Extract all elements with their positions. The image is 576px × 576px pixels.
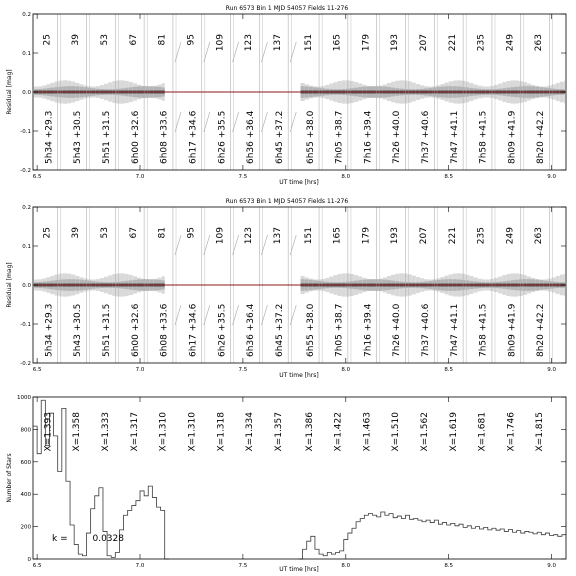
airmass-label-1: X=1.358 <box>72 412 83 452</box>
p2-coord-label-1: 5h43 +30.5 <box>73 303 84 357</box>
panel-2-title: Run 6573 Bin 1 MJD 54057 Fields 11-276 <box>225 198 349 205</box>
p1-field-label-7: 123 <box>244 34 255 52</box>
p2-coord-label-10: 7h05 +38.7 <box>334 303 345 357</box>
airmass-label-8: X=1.357 <box>273 412 284 452</box>
p1-ytick-label-1: -0.1 <box>20 129 31 135</box>
p3-ytick-label-2: 400 <box>20 492 31 499</box>
p1-coord-label-15: 7h58 +41.5 <box>478 110 489 164</box>
p1-field-label-15: 235 <box>476 34 487 52</box>
p1-ytick-label-3: 0.1 <box>22 51 31 57</box>
panel-1-ylabel: Residual [mag] <box>6 69 13 115</box>
p1-coord-label-12: 7h26 +40.0 <box>392 110 403 164</box>
p2-field-label-13: 207 <box>419 227 430 245</box>
p1-field-label-1: 39 <box>71 34 82 46</box>
p3-ytick-label-0: 0 <box>27 557 31 563</box>
p1-field-label-3: 67 <box>128 34 139 46</box>
airmass-label-3: X=1.317 <box>129 412 140 452</box>
p1-ytick-label-0: -0.2 <box>20 168 31 174</box>
p1-field-label-13: 207 <box>419 34 430 52</box>
p2-field-label-15: 235 <box>476 227 487 245</box>
p2-coord-label-6: 6h26 +35.5 <box>217 303 228 357</box>
p2-xtick-label-4: 8.5 <box>444 367 454 373</box>
airmass-label-9: X=1.386 <box>304 412 315 452</box>
p1-field-label-0: 25 <box>42 34 53 46</box>
p1-xtick-label-4: 8.5 <box>444 174 454 180</box>
p2-field-label-16: 249 <box>505 227 516 245</box>
airmass-label-13: X=1.562 <box>420 412 431 452</box>
airmass-label-2: X=1.333 <box>101 412 112 452</box>
airmass-label-11: X=1.463 <box>362 412 373 452</box>
p2-ytick-label-1: -0.1 <box>20 322 31 328</box>
p2-field-label-4: 81 <box>157 227 168 239</box>
k-value-label <box>52 534 124 544</box>
p1-field-label-16: 249 <box>505 34 516 52</box>
panel-2-xlabel: UT time [hrs] <box>279 372 319 379</box>
histogram-panel <box>6 395 566 573</box>
p2-field-label-3: 67 <box>128 227 139 239</box>
p2-coord-label-11: 7h16 +39.4 <box>363 303 374 357</box>
p2-xtick-label-3: 8.0 <box>341 367 351 373</box>
p2-coord-label-5: 6h17 +34.6 <box>188 303 199 357</box>
p3-ytick-label-3: 600 <box>20 459 31 466</box>
p2-field-label-12: 193 <box>390 227 401 245</box>
p2-field-label-9: 151 <box>303 227 314 245</box>
residual-panel-1 <box>6 5 566 186</box>
airmass-label-5: X=1.310 <box>187 412 198 452</box>
p1-coord-label-11: 7h16 +39.4 <box>363 110 374 164</box>
p1-ytick-label-4: 0.2 <box>22 12 31 18</box>
airmass-label-7: X=1.334 <box>245 412 256 452</box>
p1-coord-label-13: 7h37 +40.6 <box>421 110 432 164</box>
p2-xtick-label-5: 9.0 <box>547 367 556 373</box>
p3-xtick-label-4: 8.5 <box>444 563 454 569</box>
p2-field-label-8: 137 <box>272 227 283 245</box>
p1-xtick-label-0: 6.5 <box>32 174 42 180</box>
p1-field-label-11: 179 <box>361 34 372 52</box>
k-value: 0.0328 <box>92 534 124 544</box>
p2-field-label-2: 53 <box>100 227 111 239</box>
airmass-label-16: X=1.746 <box>506 412 517 452</box>
p2-xtick-label-1: 7.0 <box>135 367 145 373</box>
p1-coord-label-0: 5h34 +29.3 <box>44 110 55 164</box>
p2-field-label-7: 123 <box>244 227 255 245</box>
p1-coord-label-8: 6h45 +37.2 <box>274 110 285 164</box>
airmass-label-6: X=1.318 <box>216 412 227 452</box>
k-prefix: k = <box>52 534 71 544</box>
p1-field-label-12: 193 <box>390 34 401 52</box>
p3-xtick-label-2: 7.5 <box>238 563 248 569</box>
p2-coord-label-8: 6h45 +37.2 <box>274 303 285 357</box>
p2-coord-label-12: 7h26 +40.0 <box>392 303 403 357</box>
p1-xtick-label-3: 8.0 <box>341 174 351 180</box>
p2-coord-label-7: 6h36 +36.4 <box>246 303 257 357</box>
p1-coord-label-3: 6h00 +32.6 <box>130 110 141 164</box>
p1-field-label-10: 165 <box>332 34 343 52</box>
airmass-label-4: X=1.310 <box>158 412 169 452</box>
p3-xtick-label-5: 9.0 <box>547 563 556 569</box>
p1-field-label-17: 263 <box>534 34 545 52</box>
residual-panel-2 <box>6 198 566 379</box>
p2-field-label-6: 109 <box>215 227 226 245</box>
p2-coord-label-9: 6h55 +38.0 <box>305 303 316 357</box>
p2-coord-label-16: 8h09 +41.9 <box>507 303 518 357</box>
airmass-label-17: X=1.815 <box>535 412 546 452</box>
p1-field-label-4: 81 <box>157 34 168 46</box>
p1-field-label-5: 95 <box>186 34 197 46</box>
p2-coord-label-15: 7h58 +41.5 <box>478 303 489 357</box>
airmass-label-14: X=1.619 <box>448 412 459 452</box>
p2-field-label-0: 25 <box>42 227 53 239</box>
airmass-label-12: X=1.510 <box>391 412 402 452</box>
p3-ytick-label-5: 1000 <box>17 395 31 401</box>
p1-field-label-9: 151 <box>303 34 314 52</box>
p1-coord-label-6: 6h26 +35.5 <box>217 110 228 164</box>
p2-coord-label-4: 6h08 +33.6 <box>159 303 170 357</box>
p2-xtick-label-2: 7.5 <box>238 367 248 373</box>
p1-coord-label-1: 5h43 +30.5 <box>73 110 84 164</box>
panel-3-xlabel: UT time [hrs] <box>279 566 319 573</box>
p2-field-label-1: 39 <box>71 227 82 239</box>
p1-coord-label-9: 6h55 +38.0 <box>305 110 316 164</box>
p2-ytick-label-3: 0.1 <box>22 244 31 250</box>
p2-coord-label-17: 8h20 +42.2 <box>536 303 547 357</box>
p2-coord-label-2: 5h51 +31.5 <box>102 303 113 357</box>
p1-field-label-2: 53 <box>100 34 111 46</box>
p2-field-label-17: 263 <box>534 227 545 245</box>
p2-coord-label-3: 6h00 +32.6 <box>130 303 141 357</box>
p1-coord-label-2: 5h51 +31.5 <box>102 110 113 164</box>
p1-coord-label-5: 6h17 +34.6 <box>188 110 199 164</box>
panel-1-xlabel: UT time [hrs] <box>279 179 319 186</box>
panel-2-ylabel: Residual [mag] <box>6 262 13 308</box>
p2-field-label-5: 95 <box>186 227 197 239</box>
p1-coord-label-16: 8h09 +41.9 <box>507 110 518 164</box>
panel-3-ylabel: Number of Stars <box>6 453 13 503</box>
p1-coord-label-14: 7h47 +41.1 <box>449 110 460 164</box>
panel-1-title: Run 6573 Bin 1 MJD 54057 Fields 11-276 <box>225 5 349 12</box>
p3-ytick-label-4: 800 <box>20 427 31 434</box>
p3-ytick-label-1: 200 <box>20 524 31 531</box>
p3-xtick-label-3: 8.0 <box>341 563 351 569</box>
p2-coord-label-0: 5h34 +29.3 <box>44 303 55 357</box>
airmass-label-15: X=1.681 <box>477 412 488 452</box>
airmass-label-10: X=1.422 <box>333 412 344 452</box>
p1-xtick-label-5: 9.0 <box>547 174 556 180</box>
p1-coord-label-7: 6h36 +36.4 <box>246 110 257 164</box>
p1-field-label-14: 221 <box>447 34 458 52</box>
p1-coord-label-10: 7h05 +38.7 <box>334 110 345 164</box>
p2-field-label-11: 179 <box>361 227 372 245</box>
p3-xtick-label-0: 6.5 <box>32 563 42 569</box>
p1-field-label-8: 137 <box>272 34 283 52</box>
p2-xtick-label-0: 6.5 <box>32 367 42 373</box>
p1-xtick-label-2: 7.5 <box>238 174 248 180</box>
p2-ytick-label-0: -0.2 <box>20 361 31 367</box>
p2-field-label-10: 165 <box>332 227 343 245</box>
p3-xtick-label-1: 7.0 <box>135 563 145 569</box>
p1-xtick-label-1: 7.0 <box>135 174 145 180</box>
airmass-label-0: X=1.393 <box>43 412 54 452</box>
p1-coord-label-4: 6h08 +33.6 <box>159 110 170 164</box>
p2-ytick-label-4: 0.2 <box>22 205 31 211</box>
p2-field-label-14: 221 <box>447 227 458 245</box>
p1-ytick-label-2: 0.0 <box>22 90 31 96</box>
p1-field-label-6: 109 <box>215 34 226 52</box>
p2-ytick-label-2: 0.0 <box>22 283 31 289</box>
p1-coord-label-17: 8h20 +42.2 <box>536 110 547 164</box>
p2-coord-label-13: 7h37 +40.6 <box>421 303 432 357</box>
p2-coord-label-14: 7h47 +41.1 <box>449 303 460 357</box>
